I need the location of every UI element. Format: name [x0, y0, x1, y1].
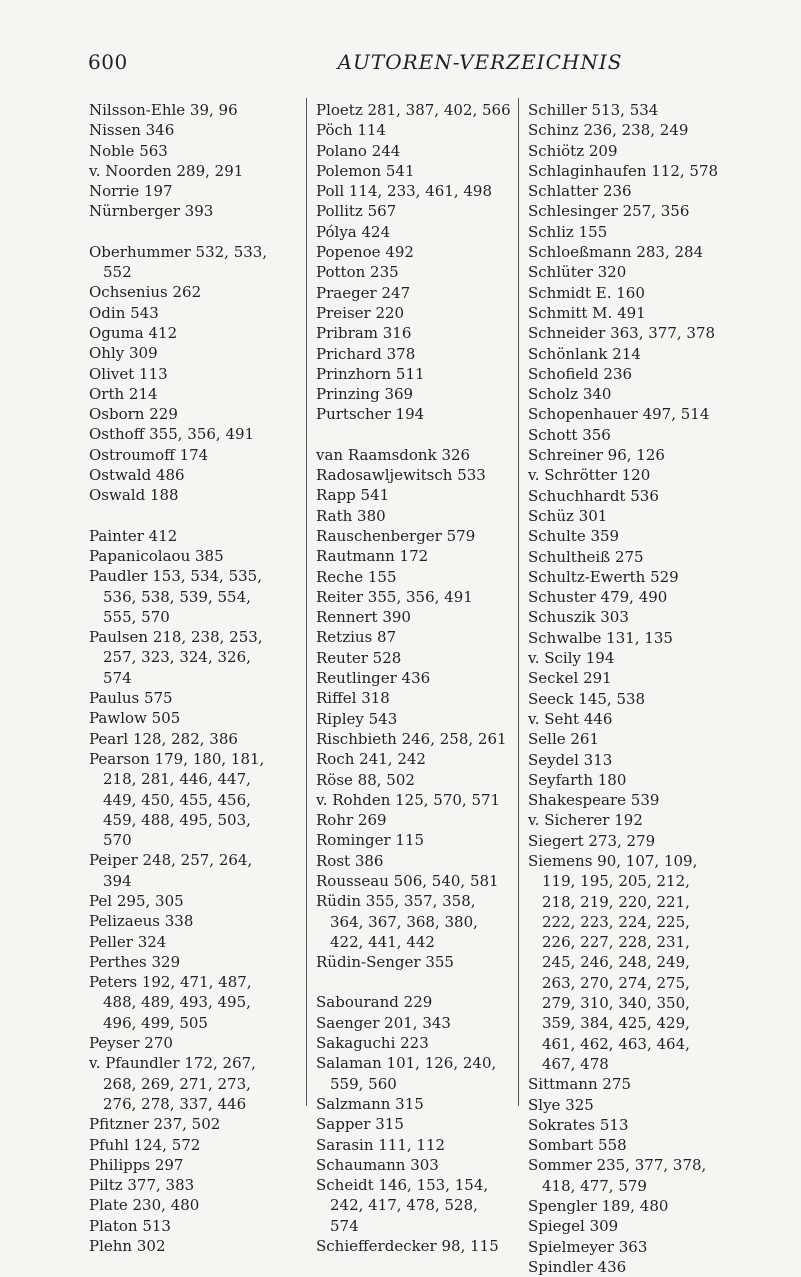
- index-entry: Paudler 153, 534, 535,: [89, 567, 262, 586]
- index-entry: Osthoff 355, 356, 491: [89, 425, 255, 444]
- index-entry: Schlüter 320: [528, 263, 627, 282]
- index-entry: Schott 356: [528, 425, 611, 444]
- index-entry-continuation: 422, 441, 442: [330, 932, 435, 951]
- index-entry: v. Seht 446: [528, 709, 613, 728]
- index-entry-continuation: 461, 462, 463, 464,: [542, 1034, 690, 1053]
- index-entry: Peller 324: [89, 932, 167, 951]
- index-entry: Shakespeare 539: [528, 791, 660, 810]
- index-entry: v. Schrötter 120: [528, 466, 651, 485]
- index-entry: Schultz-Ewerth 529: [528, 567, 679, 586]
- index-entry: Olivet 113: [89, 364, 168, 383]
- index-entry: Popenoe 492: [316, 243, 414, 262]
- index-entry: Schinz 236, 238, 249: [528, 121, 689, 140]
- index-entry: v. Noorden 289, 291: [89, 161, 244, 180]
- index-entry: Preiser 220: [316, 303, 405, 322]
- index-entry-continuation: 552: [103, 263, 132, 282]
- index-entry: Schuchhardt 536: [528, 486, 659, 505]
- index-entry: Schlaginhaufen 112, 578: [528, 161, 719, 180]
- index-entry: Oswald 188: [89, 486, 179, 505]
- index-entry: Sokrates 513: [528, 1115, 629, 1134]
- index-entry: Schofield 236: [528, 364, 633, 383]
- index-entry: Roch 241, 242: [316, 750, 426, 769]
- index-entry: Platon 513: [89, 1216, 171, 1235]
- index-entry: Rüdin 355, 357, 358,: [316, 892, 476, 911]
- index-entry: v. Pfaundler 172, 267,: [89, 1054, 256, 1073]
- index-entry: Pel 295, 305: [89, 891, 184, 910]
- index-entry: Spindler 436: [528, 1257, 627, 1276]
- index-entry: van Raamsdonk 326: [316, 445, 471, 464]
- index-entry: Slye 325: [528, 1095, 594, 1114]
- index-entry-continuation: 245, 246, 248, 249,: [542, 953, 690, 972]
- index-entry-continuation: 226, 227, 228, 231,: [542, 933, 690, 952]
- index-entry: Pollitz 567: [316, 202, 397, 221]
- index-entry: Prinzing 369: [316, 385, 414, 404]
- index-entry: Pearson 179, 180, 181,: [89, 749, 265, 768]
- index-entry: Norrie 197: [89, 182, 173, 201]
- index-entry: Pelizaeus 338: [89, 912, 194, 931]
- index-entry: Oguma 412: [89, 323, 178, 342]
- index-entry: Sommer 235, 377, 378,: [528, 1156, 707, 1175]
- index-entry: Schreiner 96, 126: [528, 446, 665, 465]
- index-entry: Schiefferdecker 98, 115: [316, 1237, 499, 1256]
- index-entry: v. Rohden 125, 570, 571: [316, 790, 501, 809]
- index-entry: Rauschenberger 579: [316, 526, 476, 545]
- index-entry: Schneider 363, 377, 378: [528, 324, 716, 343]
- index-entry: Ohly 309: [89, 344, 158, 363]
- index-entry-continuation: 559, 560: [330, 1074, 397, 1093]
- index-entry-continuation: 536, 538, 539, 554,: [103, 587, 251, 606]
- index-entry: Nilsson-Ehle 39, 96: [89, 101, 238, 119]
- index-entry: Salaman 101, 126, 240,: [316, 1054, 497, 1073]
- index-entry: Reuter 528: [316, 648, 402, 667]
- index-entry: Sakaguchi 223: [316, 1034, 429, 1053]
- index-entry: Seckel 291: [528, 669, 612, 688]
- index-entry: Rapp 541: [316, 486, 390, 505]
- index-entry: Schloeßmann 283, 284: [528, 243, 704, 262]
- index-entry: Sittmann 275: [528, 1075, 632, 1094]
- index-entry: Schmidt E. 160: [528, 283, 645, 302]
- index-entry-continuation: 394: [103, 871, 132, 890]
- index-entry: Poll 114, 233, 461, 498: [316, 182, 493, 201]
- index-entry-continuation: 268, 269, 271, 273,: [103, 1074, 251, 1093]
- index-entry: Schiller 513, 534: [528, 101, 659, 119]
- index-entry: Pearl 128, 282, 386: [89, 729, 238, 748]
- index-entry: Schultheiß 275: [528, 547, 644, 566]
- index-entry: Nissen 346: [89, 121, 175, 140]
- index-entry: Reche 155: [316, 567, 397, 586]
- index-entry: Oberhummer 532, 533,: [89, 242, 268, 261]
- index-entry-continuation: 488, 489, 493, 495,: [103, 993, 251, 1012]
- index-entry: Schönlank 214: [528, 344, 641, 363]
- index-entry: Pólya 424: [316, 222, 391, 241]
- page-header: [0, 0, 801, 80]
- index-entry-continuation: 222, 223, 224, 225,: [542, 912, 690, 931]
- index-entry-continuation: 570: [103, 831, 132, 850]
- index-column-1: [89, 100, 299, 1256]
- index-entry: Saenger 201, 343: [316, 1013, 451, 1032]
- column-divider: [518, 98, 519, 1106]
- index-entry: Spengler 189, 480: [528, 1197, 669, 1216]
- index-entry: Seeck 145, 538: [528, 689, 646, 708]
- index-entry: Osborn 229: [89, 405, 178, 424]
- index-entry-continuation: 257, 323, 324, 326,: [103, 648, 251, 667]
- index-entry: Nürnberger 393: [89, 202, 214, 221]
- index-entry: Ostroumoff 174: [89, 445, 209, 464]
- index-entry-continuation: 279, 310, 340, 350,: [542, 994, 690, 1013]
- index-entry: Prichard 378: [316, 344, 416, 363]
- index-entry: Perthes 329: [89, 952, 181, 971]
- index-entry: Rominger 115: [316, 831, 425, 850]
- index-entry: Rennert 390: [316, 608, 411, 627]
- index-entry: Sapper 315: [316, 1115, 404, 1134]
- index-entry-continuation: 263, 270, 274, 275,: [542, 973, 690, 992]
- index-entry: Polemon 541: [316, 161, 415, 180]
- index-entry: Reutlinger 436: [316, 669, 431, 688]
- section-gap: [316, 425, 514, 445]
- index-entry: Reiter 355, 356, 491: [316, 587, 473, 606]
- index-entry: Purtscher 194: [316, 405, 425, 424]
- index-entry: Siemens 90, 107, 109,: [528, 851, 698, 870]
- index-entry: Peters 192, 471, 487,: [89, 973, 252, 992]
- section-gap: [89, 506, 299, 526]
- index-entry: Peyser 270: [89, 1034, 173, 1053]
- index-entry: Schiötz 209: [528, 141, 618, 160]
- index-entry: Sombart 558: [528, 1136, 627, 1155]
- index-entry: Rischbieth 246, 258, 261: [316, 729, 507, 748]
- index-entry: Ostwald 486: [89, 466, 185, 485]
- index-entry: Pawlow 505: [89, 709, 181, 728]
- index-entry: Polano 244: [316, 141, 401, 160]
- index-entry-continuation: 119, 195, 205, 212,: [542, 872, 690, 891]
- index-entry: Rost 386: [316, 851, 384, 870]
- page-number: 600: [88, 50, 128, 74]
- index-entry-continuation: 555, 570: [103, 607, 170, 626]
- index-column-3: [528, 100, 764, 1277]
- index-entry: Rath 380: [316, 506, 386, 525]
- index-entry: Paulus 575: [89, 689, 173, 708]
- index-entry: Radosawljewitsch 533: [316, 466, 486, 485]
- index-entry: Praeger 247: [316, 283, 411, 302]
- index-entry-continuation: 242, 417, 478, 528,: [330, 1196, 478, 1215]
- index-entry: Plehn 302: [89, 1237, 166, 1256]
- index-entry: Siegert 273, 279: [528, 831, 656, 850]
- index-entry: v. Sicherer 192: [528, 811, 643, 830]
- index-entry: Schuszik 303: [528, 608, 629, 627]
- index-entry: Scheidt 146, 153, 154,: [316, 1176, 489, 1195]
- index-entry: Rautmann 172: [316, 547, 429, 566]
- index-entry: Sabourand 229: [316, 993, 433, 1012]
- index-entry: Philipps 297: [89, 1155, 184, 1174]
- index-entry: Röse 88, 502: [316, 770, 415, 789]
- index-entry: Schmitt M. 491: [528, 303, 646, 322]
- index-entry-continuation: 449, 450, 455, 456,: [103, 790, 251, 809]
- index-entry-continuation: 467, 478: [542, 1054, 609, 1073]
- running-title: AUTOREN-VERZEICHNIS: [337, 50, 623, 74]
- index-entry: Ochsenius 262: [89, 283, 202, 302]
- index-entry: Schüz 301: [528, 506, 608, 525]
- index-entry-continuation: 418, 477, 579: [542, 1176, 647, 1195]
- index-entry: Papanicolaou 385: [89, 546, 224, 565]
- index-entry: Riffel 318: [316, 689, 390, 708]
- index-entry: Schulte 359: [528, 527, 620, 546]
- index-entry: Pfitzner 237, 502: [89, 1115, 221, 1134]
- index-entry: Schliz 155: [528, 222, 608, 241]
- index-entry: v. Scily 194: [528, 649, 615, 668]
- index-entry: Peiper 248, 257, 264,: [89, 851, 253, 870]
- index-entry-continuation: 218, 281, 446, 447,: [103, 770, 251, 789]
- index-entry: Retzius 87: [316, 628, 397, 647]
- index-entry: Odin 543: [89, 303, 159, 322]
- index-entry-continuation: 359, 384, 425, 429,: [542, 1014, 690, 1033]
- index-entry: Seyfarth 180: [528, 770, 627, 789]
- index-entry-continuation: 218, 219, 220, 221,: [542, 892, 690, 911]
- index-entry-continuation: 364, 367, 368, 380,: [330, 912, 478, 931]
- index-entry-continuation: 496, 499, 505: [103, 1013, 208, 1032]
- index-entry: Noble 563: [89, 141, 168, 160]
- index-entry: Plate 230, 480: [89, 1196, 200, 1215]
- index-entry: Pöch 114: [316, 121, 386, 140]
- index-entry: Schopenhauer 497, 514: [528, 405, 710, 424]
- index-entry: Sarasin 111, 112: [316, 1135, 446, 1154]
- column-divider: [306, 98, 307, 1106]
- index-entry: Spielmeyer 363: [528, 1237, 648, 1256]
- index-entry: Pribram 316: [316, 324, 412, 343]
- index-entry: Painter 412: [89, 526, 178, 545]
- index-entry: Schaumann 303: [316, 1155, 439, 1174]
- index-entry-continuation: 574: [103, 668, 132, 687]
- index-entry: Schlatter 236: [528, 182, 632, 201]
- index-entry-continuation: 574: [330, 1216, 359, 1235]
- index-entry: Paulsen 218, 238, 253,: [89, 628, 263, 647]
- index-entry: Schlesinger 257, 356: [528, 202, 690, 221]
- index-entry: Ploetz 281, 387, 402, 566: [316, 101, 511, 119]
- index-entry: Rüdin-Senger 355: [316, 953, 454, 972]
- index-entry: Scholz 340: [528, 385, 612, 404]
- index-entry: Ripley 543: [316, 709, 398, 728]
- index-column-2: [316, 100, 514, 1256]
- index-entry: Potton 235: [316, 263, 399, 282]
- index-entry: Orth 214: [89, 384, 158, 403]
- index-entry: Selle 261: [528, 730, 600, 749]
- section-gap: [89, 222, 299, 242]
- index-entry: Prinzhorn 511: [316, 364, 425, 383]
- index-entry: Piltz 377, 383: [89, 1176, 195, 1195]
- index-entry: Rousseau 506, 540, 581: [316, 871, 499, 890]
- index-entry-continuation: 459, 488, 495, 503,: [103, 810, 251, 829]
- index-entry: Pfuhl 124, 572: [89, 1135, 201, 1154]
- index-entry-continuation: 276, 278, 337, 446: [103, 1094, 247, 1113]
- index-entry: Schwalbe 131, 135: [528, 628, 673, 647]
- index-entry: Spiegel 309: [528, 1217, 619, 1236]
- section-gap: [316, 972, 514, 992]
- index-entry: Salzmann 315: [316, 1094, 424, 1113]
- index-entry: Seydel 313: [528, 750, 613, 769]
- index-entry: Schuster 479, 490: [528, 588, 668, 607]
- index-entry: Rohr 269: [316, 811, 387, 830]
